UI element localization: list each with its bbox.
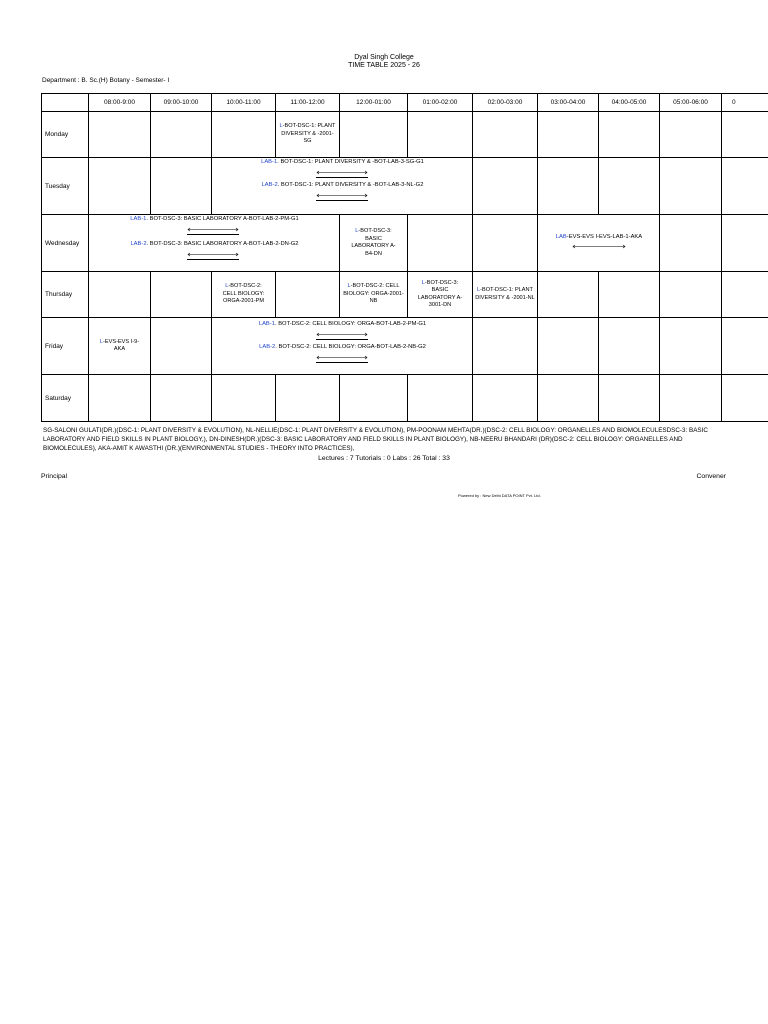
time-slot-header: 12:00-01:00 <box>340 94 408 112</box>
slot-prefix: LAB-1 <box>258 321 275 327</box>
slot-text: . BOT-DSC-3: BASIC LABORATORY A-BOT-LAB-2-DN-G2 <box>146 241 299 247</box>
college-name: Dyal Singh College <box>354 54 414 61</box>
lecture-slot <box>212 272 276 318</box>
lab-block <box>538 215 660 272</box>
empty-slot <box>408 215 473 272</box>
empty-slot <box>660 375 722 422</box>
lab-block <box>212 318 473 375</box>
slot-prefix: LAB-2 <box>130 241 147 247</box>
empty-slot <box>151 112 212 158</box>
empty-slot <box>538 318 599 375</box>
empty-slot <box>408 112 473 158</box>
divider <box>187 259 239 260</box>
slot-text: -BOT-DSC-3: BASIC LABORATORY A-3001-DN <box>417 279 463 308</box>
convener-label: Convener <box>696 473 726 480</box>
double-arrow-icon <box>316 332 368 337</box>
lecture-slot <box>473 272 538 318</box>
time-slot-header: 10:00-11:00 <box>212 94 276 112</box>
empty-slot <box>538 158 599 215</box>
empty-slot <box>599 375 660 422</box>
time-slot-header: 02:00-03:00 <box>473 94 538 112</box>
time-slot-header: 04:00-05:00 <box>599 94 660 112</box>
double-arrow-icon <box>572 244 626 249</box>
empty-slot <box>89 112 151 158</box>
empty-slot <box>151 272 212 318</box>
empty-slot <box>538 272 599 318</box>
empty-slot <box>599 112 660 158</box>
slot-prefix: LAB-2 <box>259 344 276 350</box>
empty-slot <box>473 375 538 422</box>
slot-prefix: LAB-2 <box>261 182 278 188</box>
empty-slot <box>722 272 768 318</box>
empty-slot <box>340 112 408 158</box>
slot-text: -BOT-DSC-2: CELL BIOLOGY: ORGA-2001-NB <box>343 283 404 305</box>
day-label: Tuesday <box>42 158 89 215</box>
empty-slot <box>722 158 768 215</box>
empty-slot <box>599 318 660 375</box>
slot-prefix: L <box>99 338 104 345</box>
slot-prefix: LAB-1 <box>130 216 147 222</box>
time-slot-header: 0 <box>722 94 768 112</box>
lecture-slot <box>276 112 340 158</box>
lecture-slot <box>89 318 151 375</box>
empty-slot <box>212 112 276 158</box>
slot-text: -BOT-DSC-3: BASIC LABORATORY A-B4-DN <box>351 228 396 257</box>
empty-slot <box>89 158 151 215</box>
empty-slot <box>276 272 340 318</box>
empty-slot <box>660 318 722 375</box>
day-label: Thursday <box>42 272 89 318</box>
empty-slot <box>408 375 473 422</box>
empty-slot <box>151 318 212 375</box>
empty-slot <box>89 375 151 422</box>
empty-slot <box>722 215 768 272</box>
time-slot-header: 01:00-02:00 <box>408 94 473 112</box>
slot-text: -BOT-DSC-1: PLANT DIVERSITY & -2001-NL <box>475 287 535 301</box>
empty-slot <box>660 158 722 215</box>
workload-summary: Lectures : 7 Tutorials : 0 Labs : 26 Total : 33 <box>318 455 450 462</box>
empty-slot <box>660 112 722 158</box>
double-arrow-icon <box>187 252 239 257</box>
powered-by: Powered by : New Delhi DATA POINT Pvt. Ltd. <box>458 493 541 498</box>
double-arrow-icon <box>316 170 368 175</box>
double-arrow-icon <box>316 193 368 198</box>
slot-text: . BOT-DSC-2: CELL BIOLOGY: ORGA-BOT-LAB-2-PM-G1 <box>274 321 427 327</box>
lab-block <box>89 215 340 272</box>
slot-text: . BOT-DSC-2: CELL BIOLOGY: ORGA-BOT-LAB-2-NB-G2 <box>275 344 426 350</box>
divider <box>316 362 368 363</box>
double-arrow-icon <box>316 355 368 360</box>
empty-slot <box>212 375 276 422</box>
empty-slot <box>722 375 768 422</box>
day-label: Wednesday <box>42 215 89 272</box>
time-slot-header: 09:00-10:00 <box>151 94 212 112</box>
time-slot-header: 03:00-04:00 <box>538 94 599 112</box>
empty-slot <box>722 318 768 375</box>
slot-prefix: L <box>225 283 229 290</box>
slot-prefix: LAB <box>555 234 567 240</box>
slot-prefix: L <box>421 279 425 286</box>
double-arrow-icon <box>187 227 239 232</box>
empty-slot <box>538 112 599 158</box>
empty-slot <box>340 375 408 422</box>
lab-block <box>212 158 473 215</box>
divider <box>316 200 368 201</box>
slot-prefix: L <box>347 283 351 290</box>
timetable-grid <box>41 93 768 422</box>
day-label: Monday <box>42 112 89 158</box>
slot-text: -BOT-DSC-1: PLANT DIVERSITY & -2001-SG <box>281 123 336 145</box>
empty-slot <box>473 112 538 158</box>
principal-label: Principal <box>41 473 68 480</box>
empty-slot <box>151 375 212 422</box>
empty-slot <box>722 112 768 158</box>
day-label: Saturday <box>42 375 89 422</box>
empty-slot <box>538 375 599 422</box>
lecture-slot <box>408 272 473 318</box>
slot-text: . BOT-DSC-1: PLANT DIVERSITY & -BOT-LAB-3-NL-G2 <box>277 182 424 188</box>
empty-slot <box>151 158 212 215</box>
divider <box>316 339 368 340</box>
empty-slot <box>89 272 151 318</box>
slot-text: . BOT-DSC-1: PLANT DIVERSITY & -BOT-LAB-3-SG-G1 <box>277 159 424 165</box>
empty-slot <box>473 318 538 375</box>
divider <box>187 234 239 235</box>
timetable-title: TIME TABLE 2025 - 26 <box>348 62 420 69</box>
empty-slot <box>473 158 538 215</box>
empty-slot <box>660 215 722 272</box>
day-label: Friday <box>42 318 89 375</box>
empty-slot <box>660 272 722 318</box>
empty-slot <box>599 158 660 215</box>
slot-prefix: L <box>355 228 359 234</box>
lecture-slot <box>340 272 408 318</box>
slot-text: . BOT-DSC-3: BASIC LABORATORY A-BOT-LAB-2-PM-G1 <box>146 216 299 222</box>
divider <box>316 177 368 178</box>
time-slot-header: 08:00-9:00 <box>89 94 151 112</box>
empty-slot <box>599 272 660 318</box>
faculty-legend: SG-SALONI GULATI(DR.)(DSC-1: PLANT DIVERSITY & EVOLUTION), NL-NELLIE(DSC-1: PLANT DIVERSITY & EVOLUTION), PM-POONAM MEHTA(DR.)(DSC-2: CELL BIOLOGY: ORGANELLES AND BIOMOLECULESDSC-3: BASIC LABORATORY AND FIELD SKILLS IN PLANT BIOLOGY,), DN-DINESH(DR.)(DSC-3: BASIC LABORATORY AND FIELD SKILLS IN PLANT BIOLOGY), NB-NEERU BHANDARI (DR)(DSC-2: CELL BIOLOGY: ORGANELLES AND BIOMOLECULES), AKA-AMIT K AWASTHI (DR.)(ENVIRONMENTAL STUDIES - THEORY INTO PRACTICES), <box>43 427 708 452</box>
slot-text: -EVS-EVS I-EVS-LAB-1-AKA <box>566 234 643 240</box>
slot-text: -EVS-EVS I-9-AKA <box>103 338 140 352</box>
time-slot-header: 11:00-12:00 <box>276 94 340 112</box>
empty-slot <box>276 375 340 422</box>
department-label: Department : B. Sc.(H) Botany - Semester- I <box>42 77 170 84</box>
lecture-slot <box>340 215 408 272</box>
corner-cell <box>42 94 89 112</box>
slot-text: -BOT-DSC-2: CELL BIOLOGY: ORGA-2001-PM <box>222 283 265 305</box>
slot-prefix: L <box>279 123 283 130</box>
slot-prefix: L <box>477 287 481 293</box>
empty-slot <box>473 215 538 272</box>
time-slot-header: 05:00-06:00 <box>660 94 722 112</box>
slot-prefix: LAB-1 <box>261 159 278 165</box>
